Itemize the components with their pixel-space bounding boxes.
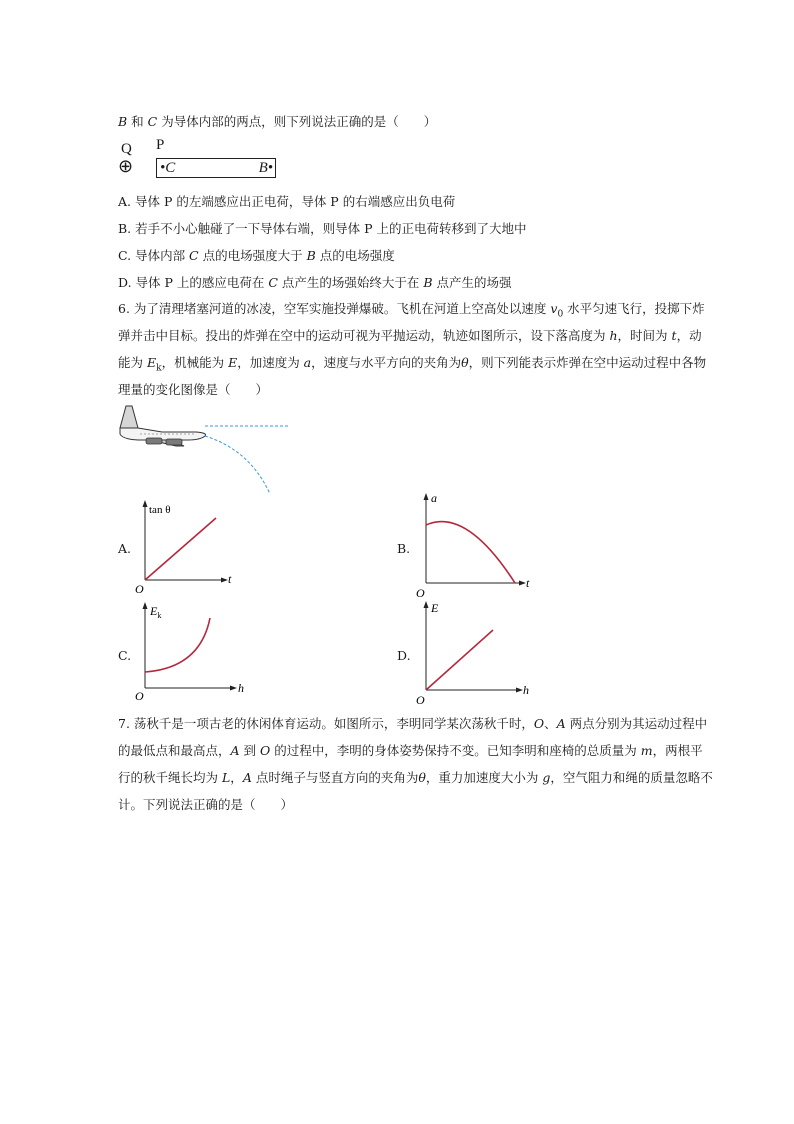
- graph-d-curve: [426, 630, 493, 690]
- graph-b-origin: O: [416, 586, 425, 600]
- q5-option-a: A. 导体 P 的左端感应出正电荷，导体 P 的右端感应出负电荷: [118, 194, 456, 209]
- q5-option-c: C. 导体内部 C 点的电场强度大于 B 点的电场强度: [118, 248, 395, 263]
- graph-a: [130, 498, 250, 598]
- q5-option-b: B. 若手不小心触碰了一下导体右端，则导体 P 上的正电荷转移到了大地中: [118, 221, 527, 236]
- graph-d-ylabel: E: [431, 601, 439, 615]
- graph-a-xlabel: t: [228, 572, 232, 586]
- graph-c-xlabel: h: [238, 681, 244, 695]
- airplane-trajectory-figure: [110, 398, 295, 498]
- graph-b-ylabel: a: [431, 491, 437, 505]
- q6-stem-line1: 6. 为了清理堵塞河道的冰凌，空军实施投弹爆破。飞机在河道上空高处以速度 $v_0$ 水平匀速飞行，投掷下炸: [118, 301, 705, 320]
- graph-c-origin: O: [135, 689, 144, 703]
- option-a-label: A.: [118, 541, 132, 556]
- q7-stem-line2: 的最低点和最高点，A 到 O 的过程中，李明的身体姿势保持不变。已知李明和座椅的总质量为 m，两根平: [118, 743, 703, 758]
- graph-b: [411, 490, 541, 600]
- q6-stem-line2: 弹并击中目标。投出的炸弹在空中的运动可视为平抛运动，轨迹如图所示，设下落高度为 h，时间为 t，动: [118, 328, 702, 343]
- conductor-p: [156, 158, 276, 178]
- positive-charge-icon: ⊕: [118, 156, 134, 176]
- point-b: B•: [258, 160, 273, 176]
- q5-option-d: D. 导体 P 上的感应电荷在 C 点产生的场强始终大于在 B 点产生的场强: [118, 275, 512, 290]
- graph-d-origin: O: [416, 693, 425, 707]
- graph-a-ylabel: tan θ: [149, 504, 171, 516]
- option-b-label: B.: [397, 541, 411, 556]
- q7-stem-line1: 7. 荡秋千是一项古老的休闲体育运动。如图所示，李明同学某次荡秋千时，O、A 两点分别为其运动过程中: [118, 716, 708, 731]
- graph-b-xlabel: t: [526, 576, 530, 590]
- point-c: •C: [160, 160, 176, 176]
- airplane-icon: [120, 406, 206, 446]
- graph-a-curve: [145, 518, 216, 580]
- q6-stem-line4: 理量的变化图像是（ ）: [118, 382, 269, 397]
- graph-c-curve: [145, 618, 210, 672]
- q7-stem-line3: 行的秋千绳长均为 L，A 点时绳子与竖直方向的夹角为θ，重力加速度大小为 g，空气阻力和绳的质量忽略不: [118, 770, 713, 785]
- graph-a-origin: O: [135, 582, 144, 596]
- option-c-label: C.: [118, 648, 132, 663]
- graph-c-ylabel: $E_k$: [150, 604, 162, 620]
- option-d-label: D.: [397, 648, 411, 663]
- q7-stem-line4: 计。下列说法正确的是（ ）: [118, 797, 294, 812]
- graph-d: [411, 598, 541, 708]
- graph-b-curve: [426, 522, 515, 583]
- p-label: P: [156, 137, 165, 153]
- trajectory-curve: [205, 436, 270, 494]
- q6-stem-line3: 能为 $E_k$，机械能为 E，加速度为 a，速度与水平方向的夹角为θ，则下列能表示炸弹在空中运动过程中各物: [118, 355, 707, 374]
- q-label: Q: [121, 141, 132, 157]
- graph-d-xlabel: h: [523, 683, 529, 697]
- q5-stem: B 和 C 为导体内部的两点，则下列说法正确的是（ ）: [118, 114, 437, 129]
- graph-c: [130, 600, 255, 705]
